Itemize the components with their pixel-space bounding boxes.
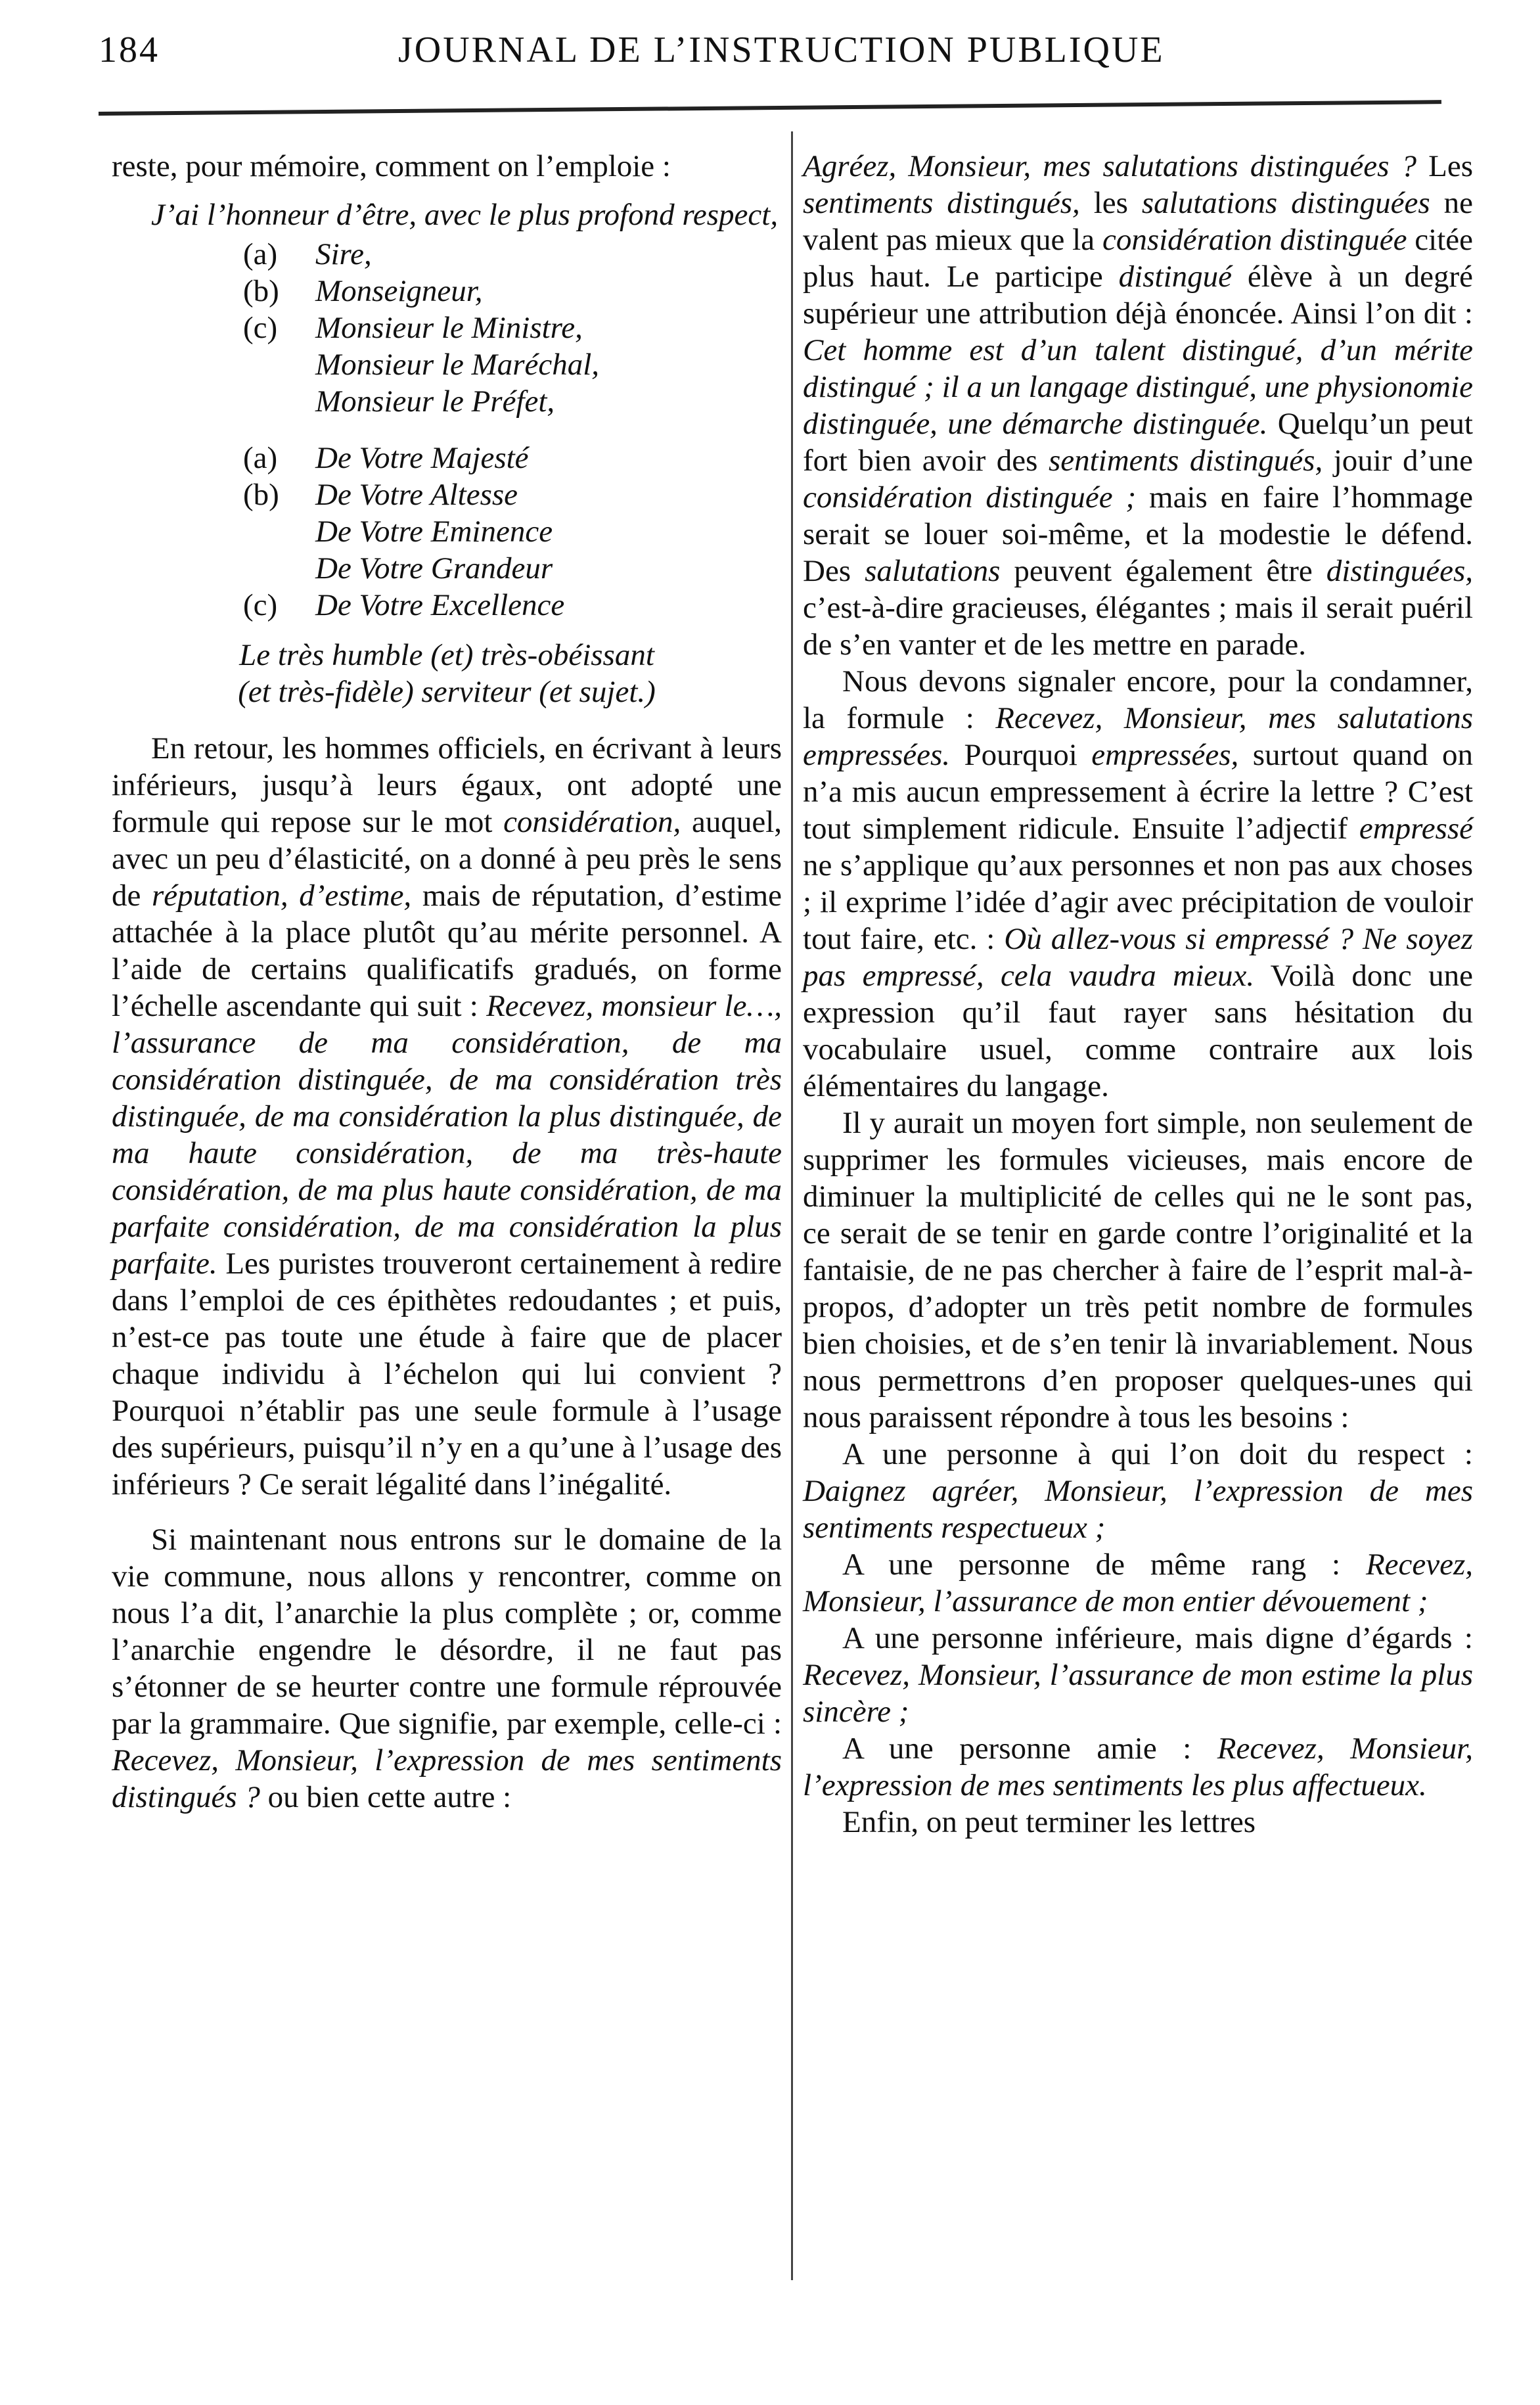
formula-line: (a) De Votre Majesté <box>243 441 529 475</box>
page-header <box>99 29 1439 81</box>
formula-line: Monsieur le Maréchal, <box>315 348 600 382</box>
closing-line: Le très humble (et) très-obéissant <box>239 638 654 672</box>
paragraph: Si maintenant nous entrons sur le domaine de la vie commune, nous allons y rencontrer, comme on nous l’a dit, l’anarchie la plus complète ; or, comme l’anarchie engendre le désordre, il ne faut pas s’étonner de se heurter contre une formule réprouvée par la grammaire. Que signifie, par exemple, celle-ci : Recevez, Monsieur, l’expression de mes sentiments distingués ? ou bien cette autre : <box>112 1523 782 1814</box>
left-column <box>112 148 782 1816</box>
formula-block <box>112 196 782 710</box>
paragraph: A une personne amie : Recevez, Monsieur, l’expression de mes sentiments les plus affectueux. <box>803 1731 1473 1802</box>
paragraph: Il y aurait un moyen fort simple, non seulement de supprimer les formules vicieuses, mais encore de diminuer la multiplicité de celles qui ne le sont pas, ce serait de se tenir en garde contre l’originalité et la fantaisie, de ne pas chercher à faire de l’esprit mal-à-propos, d’adopter un très petit nombre de formules bien choisies, et de s’en tenir là invariablement. Nous nous permettrons d’en proposer quelques-unes qui nous paraissent répondre à tous les besoins : <box>803 1106 1473 1434</box>
paragraph: reste, pour mémoire, comment on l’emploie : <box>112 149 671 183</box>
formula-line: (b) Monseigneur, <box>243 274 483 308</box>
formula-line: De Votre Eminence <box>315 515 553 549</box>
formula-line: (c) Monsieur le Ministre, <box>243 311 583 345</box>
page-number: 184 <box>99 30 160 70</box>
formula-line: Monsieur le Préfet, <box>315 384 555 419</box>
paragraph: A une personne à qui l’on doit du respect : Daignez agréer, Monsieur, l’expression de mes sentiments respectueux ; <box>803 1437 1473 1545</box>
column-divider <box>791 131 793 2280</box>
formula-line: (a) Sire, <box>243 237 372 271</box>
header-rule <box>99 100 1441 116</box>
right-column <box>803 148 1473 1841</box>
formula-head: J’ai l’honneur d’être, avec le plus profond respect, <box>151 198 779 232</box>
paragraph: A une personne de même rang : Recevez, Monsieur, l’assurance de mon entier dévouement ; <box>803 1547 1473 1618</box>
paragraph: En retour, les hommes officiels, en écrivant à leurs inférieurs, jusqu’à leurs égaux, ont adopté une formule qui repose sur le mot considération, auquel, avec un peu d’élasticité, on a donné à peu près le sens de réputation, d’estime, mais de réputation, d’estime attachée à la place plutôt qu’au mérite personnel. A l’aide de certains qualificatifs gradués, on forme l’échelle ascendante qui suit : Recevez, monsieur le…, l’assurance de ma considération, de ma considération distinguée, de ma considération très distinguée, de ma considération la plus distinguée, de ma haute considération, de ma très-haute considération, de ma plus haute considération, de ma parfaite considération, de ma considération la plus parfaite. Les puristes trouveront certainement à redire dans l’emploi de ces épithètes redoudantes ; et puis, n’est-ce pas toute une étude à faire que de placer chaque individu à l’échelon qui lui convient ? Pourquoi n’établir pas une seule formule à l’usage des supérieurs, puisqu’il n’y en a qu’une à l’usage des inférieurs ? Ce serait légalité dans l’inégalité. <box>112 731 782 1501</box>
formula-closing <box>112 637 782 710</box>
paragraph: Enfin, on peut terminer les lettres <box>842 1805 1256 1839</box>
formula-list-addressee <box>243 236 782 420</box>
journal-title: JOURNAL DE L’INSTRUCTION PUBLIQUE <box>398 30 1165 70</box>
paragraph: Agréez, Monsieur, mes salutations distinguées ? Les sentiments distingués, les salutations distinguées ne valent pas mieux que la considération distinguée citée plus haut. Le participe distingué élève à un degré supérieur une attribution déjà énoncée. Ainsi l’on dit : Cet homme est d’un talent distingué, d’un mérite distingué ; il a un langage distingué, une physionomie distinguée, une démarche distinguée. Quelqu’un peut fort bien avoir des sentiments distingués, jouir d’une considération distinguée ; mais en faire l’hommage serait se louer soi-même, et la modestie le défend. Des salutations peuvent également être distinguées, c’est-à-dire gracieuses, élégantes ; mais il serait puéril de s’en vanter et de les mettre en parade. <box>803 149 1474 662</box>
paragraph: A une personne inférieure, mais digne d’égards : Recevez, Monsieur, l’assurance de mon estime la plus sincère ; <box>803 1621 1473 1729</box>
formula-line: (b) De Votre Altesse <box>243 478 518 512</box>
formula-line: (c) De Votre Excellence <box>243 588 565 622</box>
paragraph: Nous devons signaler encore, pour la condamner, la formule : Recevez, Monsieur, mes salutations empressées. Pourquoi empressées, surtout quand on n’a mis aucun empressement à écrire la lettre ? C’est tout simplement ridicule. Ensuite l’adjectif empressé ne s’applique qu’aux personnes et non pas aux choses ; il exprime l’idée d’agir avec précipitation de vouloir tout faire, etc. : Où allez-vous si empressé ? Ne soyez pas empressé, cela vaudra mieux. Voilà donc une expression qu’il faut rayer sans hésitation du vocabulaire usuel, comme contraire aux lois élémentaires du langage. <box>803 664 1473 1103</box>
closing-line: (et très-fidèle) serviteur (et sujet.) <box>238 675 656 709</box>
formula-line: De Votre Grandeur <box>315 551 553 585</box>
formula-list-title <box>243 440 782 624</box>
